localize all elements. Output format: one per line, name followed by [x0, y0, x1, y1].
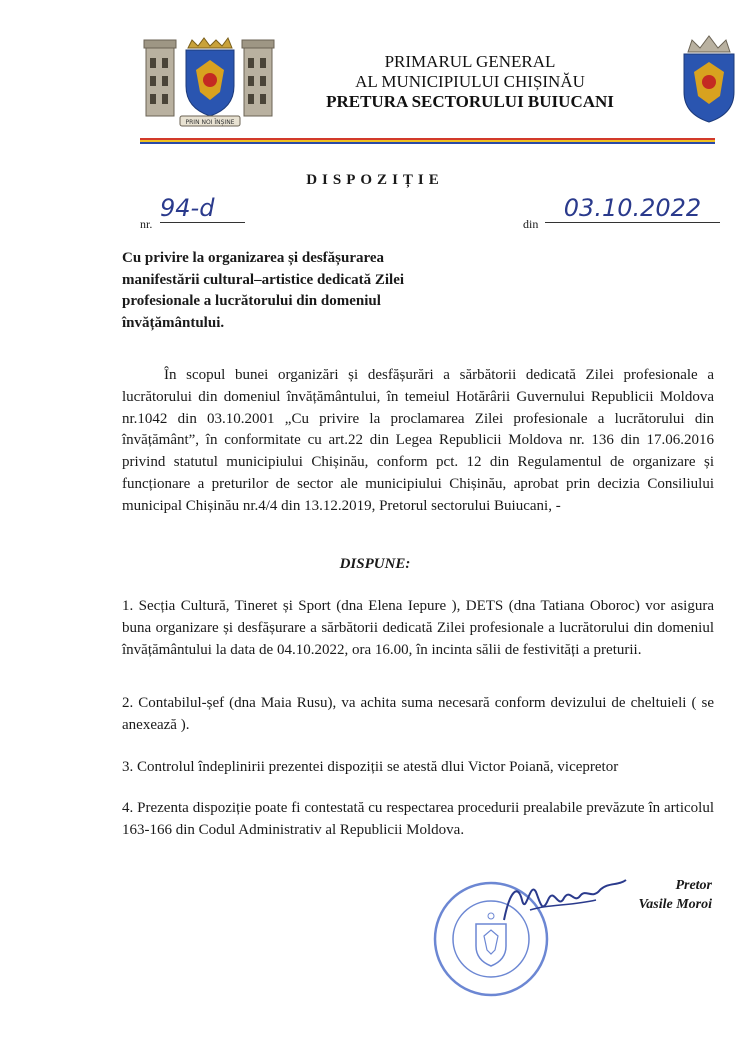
header-line-2: AL MUNICIPIULUI CHIȘINĂU	[355, 72, 585, 91]
din-value: 03.10.2022	[545, 196, 720, 223]
document-subject: Cu privire la organizarea și desfășurarea manifestării cultural–artistice dedicată Zilei profesionale a lucrătorului din domeniul învățământului.	[122, 250, 405, 331]
chisinau-shield-icon	[678, 34, 740, 124]
dispune-heading: DISPUNE:	[339, 556, 411, 572]
coat-of-arms-motto: PRIN NOI ÎNȘINE	[185, 119, 235, 126]
nr-label: nr.	[140, 217, 153, 231]
chisinau-coat-of-arms-icon	[140, 36, 280, 128]
point-3: 3. Controlul îndeplinirii prezentei dispoziții se atestă dlui Victor Poiană, vicepretor	[122, 759, 619, 775]
document-title: DISPOZIȚIE	[306, 172, 444, 188]
header-line-1: PRIMARUL GENERAL	[384, 52, 556, 71]
signatory-name: Vasile Moroi	[638, 897, 712, 912]
point-2: 2. Contabilul-șef (dna Maia Rusu), va achita suma necesară conform devizului de cheltuieli ( se anexează ).	[122, 695, 714, 733]
header-divider-blue	[140, 142, 715, 144]
header-title-block	[300, 52, 640, 112]
point-1: 1. Secția Cultură, Tineret și Sport (dna Elena Iepure ), DETS (dna Tatiana Oboroc) vor asigura buna organizare și desfășurare a sărbătorii dedicată Zilei profesionale a lucrătorului din domeniul învățământului la data de 04.10.2022, ora 16.00, în incinta sălii de festivități a preturii.	[122, 598, 714, 658]
header-line-3: PRETURA SECTORULUI BUIUCANI	[326, 92, 614, 111]
point-4: 4. Prezenta dispoziție poate fi contestată cu respectarea procedurii prealabile prevăzute în articolul 163-166 din Codul Administrativ al Republicii Moldova.	[122, 800, 714, 838]
preamble-paragraph: În scopul bunei organizări și desfășurări a sărbătorii dedicată Zilei profesionale a lucrătorului din domeniul învățământului, în temeiul Hotărârii Guvernului Republicii Moldova nr.1042 din 03.10.2001 „Cu privire la proclamarea Zilei profesionale a lucrătorului din învățământ”, în conformitate cu art.22 din Legea Republicii Moldova nr. 136 din 17.06.2016 privind statutul municipiului Chișinău, conform pct. 12 din Regulamentul de organizare și funcționare a preturilor de sector ale municipiului Chișinău, aprobat prin decizia Consiliului municipal Chișinău nr.4/4 din 13.12.2019, Pretorul sectorului Buiucani, -	[122, 367, 714, 514]
din-label: din	[523, 217, 539, 231]
signatory-role: Pretor	[675, 878, 712, 893]
nr-value: 94-d	[160, 196, 245, 223]
